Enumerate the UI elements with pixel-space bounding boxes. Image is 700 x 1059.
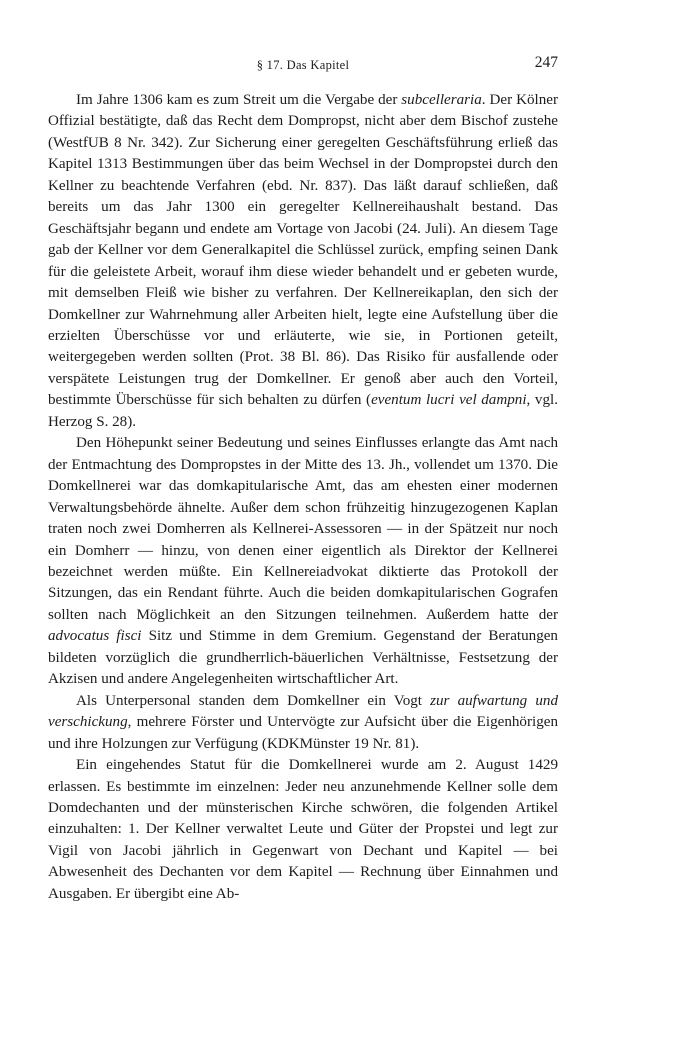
running-head: § 17. Das Kapitel [256,58,350,72]
text-run: . Der Kölner Offizial bestätigte, daß das Recht dem Dompropst, nicht aber dem Bischof zustehe (WestfUB 8 Nr. 342). Zur Sicherung einer geregelten Geschäftsführung erließ das Kapitel 1313 Bestimmungen über das beim Wechsel in der Dompropstei durch den Kellner zu beachtende Verfahren (ebd. Nr. 837). Das läßt darauf schließen, daß bereits um das Jahr 1300 ein geregelter Kellnereihaushalt bestand. Das Geschäftsjahr begann und endete am Vortage von Jacobi (24. Juli). An diesem Tage gab der Kellner vor dem Generalkapitel die Schlüssel zurück, empfing seinen Dank für die geleistete Arbeit, worauf ihm diese wieder behandelt und er gebeten wurde, mit demselben Fleiß wie bisher zu verfahren. Der Kellnereikaplan, den sich der Domkellner zur Wahrnehmung aller Arbeiten hielt, legte eine Aufstellung über die erzielten Überschüsse vor und erläuterte, wie sie, in Portionen geteilt, weitergegeben werden sollten (Prot. 38 Bl. 86). Das Risiko für ausfallende oder verspätete Leistungen trug der Domkellner. Er genoß aber auch den Vorteil, bestimmte Überschüsse für sich behalten zu dürfen ( [48,92,558,409]
italic-term: zur aufwartung und verschickung [48,692,558,731]
text-run: Den Höhepunkt seiner Bedeutung und seines Einflusses erlangte das Amt nach der Entmachtung des Dompropstes in der Mitte des 13. Jh., vollendet um 1370. Die Domkellnerei war das domkapitularische Amt, das am ehesten einer modernen Verwaltungsbehörde ähnelte. Außer dem schon frühzeitig hinzugezogenen Kaplan traten noch zwei Domherren als Kellnerei-Assessoren — in der Spätzeit nur noch ein Domherr — hinzu, von denen einer eigentlich als Direktor der Kellnerei bezeichnet werden müßte. Ein Kellnereiadvokat diktierte das Protokoll der Sitzungen, das ein Rendant führte. Auch die beiden domkapitularischen Gografen sollten nach Möglichkeit an den Sitzungen teilnehmen. Außerdem hatte der [48,435,558,623]
page-number: 247 [534,54,558,71]
paragraph [48,755,558,905]
text-run: Als Unterpersonal standen dem Domkellner ein Vogt [76,692,431,709]
text-run: Ein eingehendes Statut für die Domkellnerei wurde am 2. August 1429 erlassen. Es bestimmte im einzelnen: Jeder neu anzunehmende Kellner solle dem Domdechanten und der münsterischen Kirche schwören, die folgenden Artikel einzuhalten: 1. Der Kellner verwaltet Leute und Güter der Propstei und legt zur Vigil von Jacobi jährlich in Gegenwart von Dechant und Kapitel — bei Abwesenheit des Dechanten vor dem Kapitel — Rechnung über Einnahmen und Ausgaben. Er übergibt eine Ab- [48,757,558,902]
text-run: Im Jahre 1306 kam es zum Streit um die Vergabe der [76,92,402,108]
text-run: , mehrere Förster und Untervögte zur Aufsicht über die Eigenhörigen und ihre Holzungen zur Verfügung (KDKMünster 19 Nr. 81). [48,714,558,752]
text-run: , vgl. Herzog S. 28). [48,392,558,430]
paragraph [48,433,558,690]
italic-term: subcelleraria [401,92,482,108]
italic-term: advocatus fisci [48,628,142,645]
paragraph [48,90,558,433]
italic-term: eventum lucri vel dampni [371,392,527,409]
paragraph [48,691,558,755]
body-text [48,90,558,905]
text-run: Sitz und Stimme in dem Gremium. Gegenstand der Beratungen bildeten vorzüglich die grundherrlich-bäuerlichen Verhältnisse, Festsetzung der Akzisen und andere Angelegenheiten wirtschaftlicher Art. [48,628,558,688]
